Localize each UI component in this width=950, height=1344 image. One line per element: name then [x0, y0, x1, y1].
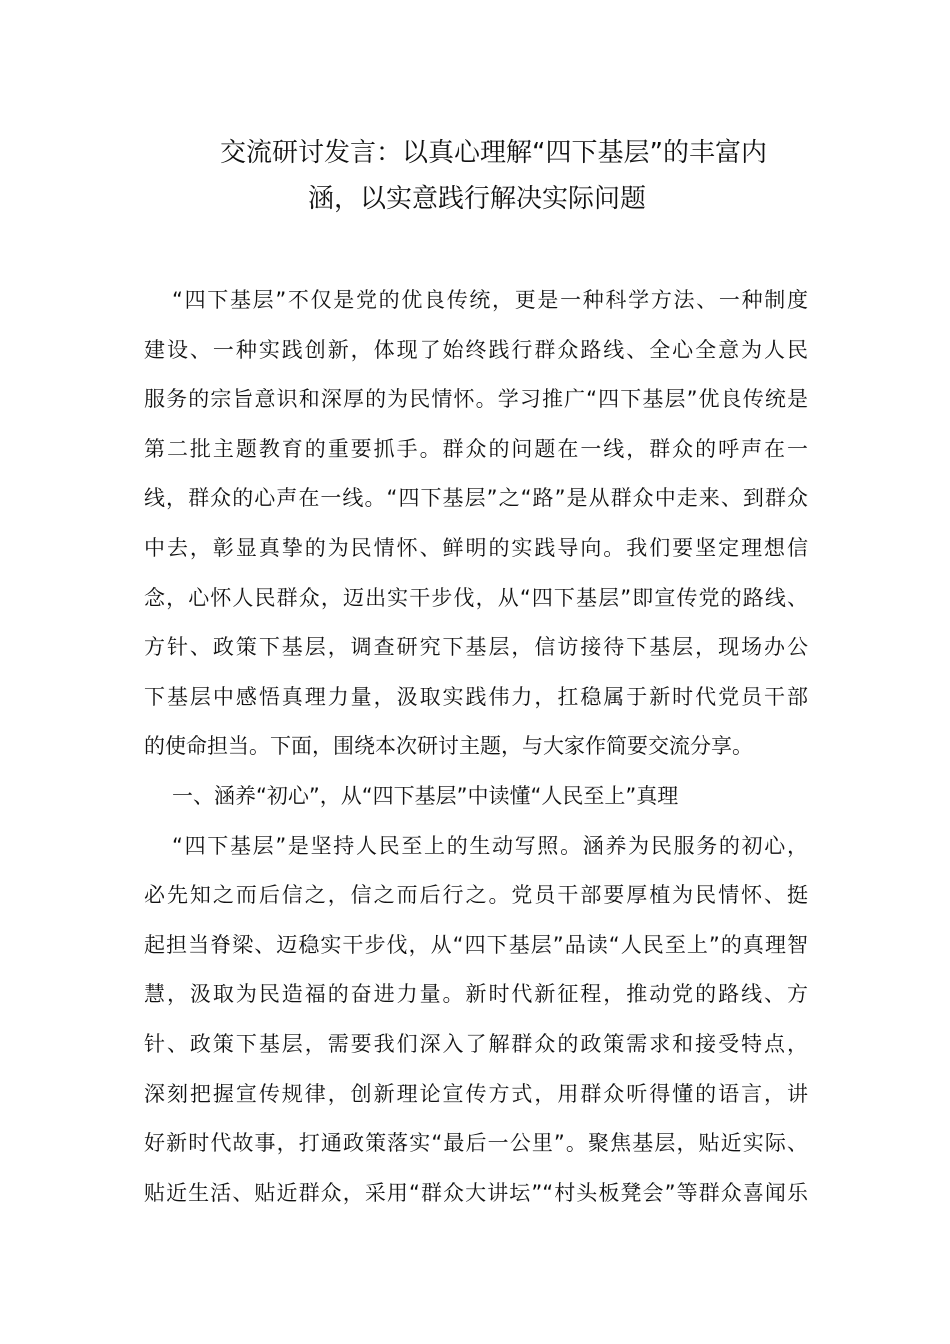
paragraph-line: 第二批主题教育的重要抓手。群众的问题在一线，群众的呼声在一 [144, 436, 808, 461]
document-body [144, 276, 808, 1218]
paragraph-line: 慧，汲取为民造福的奋进力量。新时代新征程，推动党的路线、方 [144, 982, 808, 1007]
section-heading-1 [144, 772, 808, 822]
paragraph-line: 念，心怀人民群众，迈出实干步伐，从“四下基层”即宣传党的路线、 [144, 585, 808, 610]
paragraph-line: 建设、一种实践创新，体现了始终践行群众路线、全心全意为人民 [144, 337, 808, 362]
paragraph-line: 起担当脊梁、迈稳实干步伐，从“四下基层”品读“人民至上”的真理智 [144, 932, 808, 957]
paragraph-line: “四下基层”不仅是党的优良传统，更是一种科学方法、一种制度 [172, 288, 808, 312]
section-1-paragraph [144, 822, 808, 1219]
paragraph-line: 必先知之而后信之，信之而后行之。党员干部要厚植为民情怀、挺 [144, 883, 808, 908]
paragraph-line: 针、政策下基层，需要我们深入了解群众的政策需求和接受特点， [144, 1031, 808, 1056]
title-line-2: 涵，以实意践行解决实际问题 [308, 184, 647, 214]
paragraph-line: 的使命担当。下面，围绕本次研讨主题，与大家作简要交流分享。 [144, 734, 753, 759]
paragraph-line: 下基层中感悟真理力量，汲取实践伟力，扛稳属于新时代党员干部 [144, 684, 808, 709]
paragraph-line: 贴近生活、贴近群众，采用“群众大讲坛”“村头板凳会”等群众喜闻乐 [144, 1180, 808, 1205]
paragraph-line: 好新时代故事，打通政策落实“最后一公里”。聚焦基层，贴近实际、 [144, 1131, 808, 1156]
paragraph-line: “四下基层”是坚持人民至上的生动写照。涵养为民服务的初心， [172, 833, 808, 858]
paragraph-line: 方针、政策下基层，调查研究下基层，信访接待下基层，现场办公 [144, 635, 808, 660]
paragraph-line: 服务的宗旨意识和深厚的为民情怀。学习推广“四下基层”优良传统是 [144, 387, 808, 412]
paragraph-line: 深刻把握宣传规律，创新理论宣传方式，用群众听得懂的语言，讲 [144, 1081, 808, 1106]
section-heading-text: 一、涵养“初心”，从“四下基层”中读懂“人民至上”真理 [172, 783, 679, 808]
paragraph-line: 中去，彰显真挚的为民情怀、鲜明的实践导向。我们要坚定理想信 [144, 535, 808, 560]
title-line-1: 交流研讨发言：以真心理解“四下基层”的丰富内 [220, 138, 767, 168]
document-title [196, 130, 804, 222]
intro-paragraph [144, 276, 808, 772]
paragraph-line: 线，群众的心声在一线。“四下基层”之“路”是从群众中走来、到群众 [144, 486, 808, 511]
